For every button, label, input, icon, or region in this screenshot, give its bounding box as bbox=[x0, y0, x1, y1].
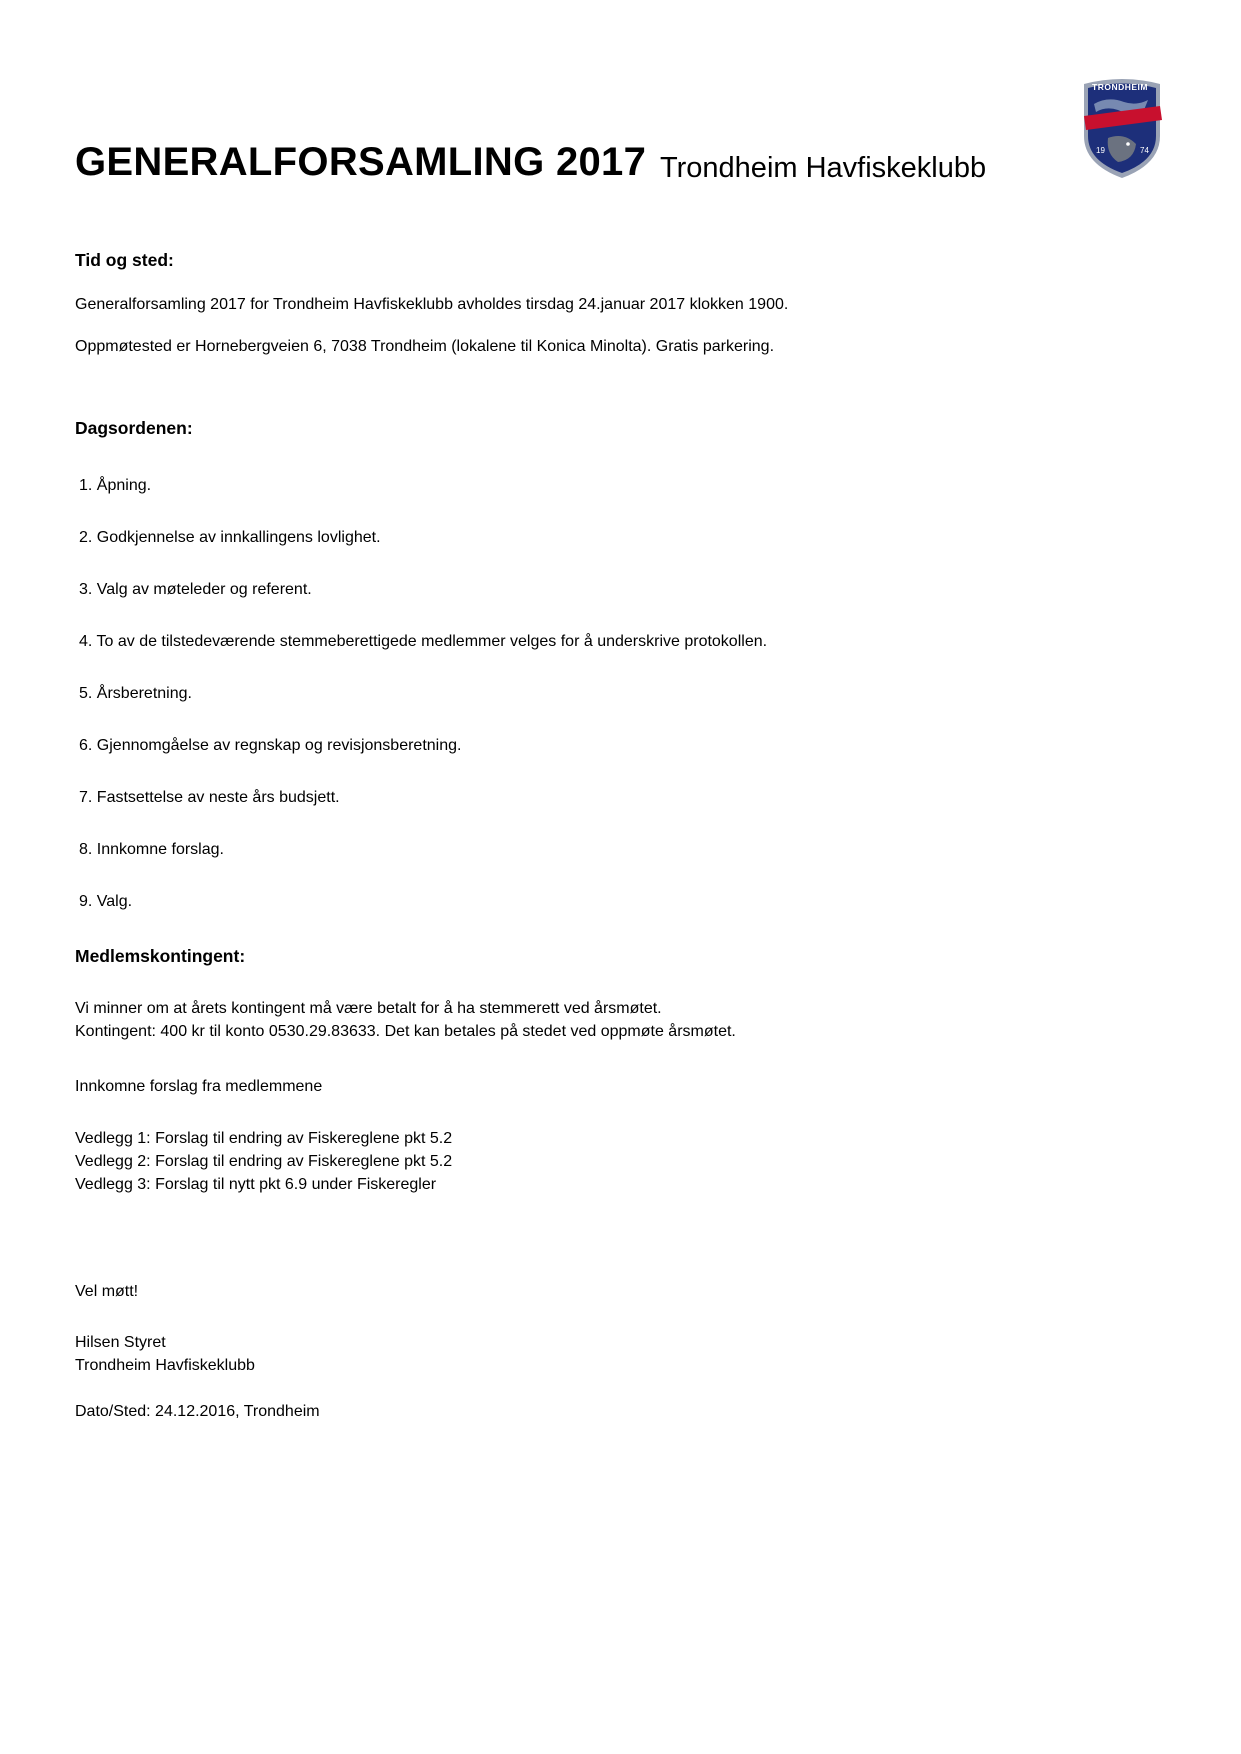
attachment-item: Vedlegg 2: Forslag til endring av Fiskereglene pkt 5.2 bbox=[75, 1153, 453, 1170]
signature-line-1: Hilsen Styret bbox=[75, 1334, 166, 1351]
agenda-item: 4. To av de tilstedeværende stemmeberettigede medlemmer velges for å underskrive protokollen. bbox=[79, 633, 768, 650]
membership-text bbox=[75, 997, 736, 1043]
agenda-heading: Dagsordenen: bbox=[75, 418, 193, 438]
signature-line-2: Trondheim Havfiskeklubb bbox=[75, 1357, 255, 1374]
agenda-item: 3. Valg av møteleder og referent. bbox=[79, 581, 312, 598]
time-place-line-2: Oppmøtested er Hornebergveien 6, 7038 Trondheim (lokalene til Konica Minolta). Gratis parkering. bbox=[75, 338, 775, 355]
document-title: GENERALFORSAMLING 2017 bbox=[75, 140, 647, 184]
proposals-heading: Innkomne forslag fra medlemmene bbox=[75, 1078, 323, 1095]
club-name-header: Trondheim Havfiskeklubb bbox=[660, 152, 987, 184]
agenda-item: 9. Valg. bbox=[79, 893, 133, 910]
time-place-heading: Tid og sted: bbox=[75, 250, 174, 270]
agenda-item: 1. Åpning. bbox=[79, 477, 152, 494]
crest-year-left: 19 bbox=[1096, 146, 1105, 155]
attachment-item: Vedlegg 3: Forslag til nytt pkt 6.9 under Fiskeregler bbox=[75, 1176, 437, 1193]
agenda-item: 6. Gjennomgåelse av regnskap og revisjonsberetning. bbox=[79, 737, 462, 754]
crest-year-right: 74 bbox=[1140, 146, 1149, 155]
signature-block bbox=[75, 1331, 255, 1377]
closing-greeting: Vel møtt! bbox=[75, 1283, 139, 1300]
membership-heading: Medlemskontingent: bbox=[75, 946, 246, 966]
agenda-item: 2. Godkjennelse av innkallingens lovlighet. bbox=[79, 529, 381, 546]
date-place: Dato/Sted: 24.12.2016, Trondheim bbox=[75, 1403, 320, 1420]
agenda-item: 8. Innkomne forslag. bbox=[79, 841, 224, 858]
time-place-line-1: Generalforsamling 2017 for Trondheim Havfiskeklubb avholdes tirsdag 24.januar 2017 klokken 1900. bbox=[75, 296, 789, 313]
membership-line-2: Kontingent: 400 kr til konto 0530.29.83633. Det kan betales på stedet ved oppmøte årsmøtet. bbox=[75, 1023, 736, 1040]
crest-top-text: TRONDHEIM bbox=[1092, 82, 1148, 92]
membership-line-1: Vi minner om at årets kontingent må være betalt for å ha stemmerett ved årsmøtet. bbox=[75, 1000, 662, 1017]
agenda-item: 7. Fastsettelse av neste års budsjett. bbox=[79, 789, 340, 806]
attachments-list bbox=[75, 1127, 452, 1196]
attachment-item: Vedlegg 1: Forslag til endring av Fiskereglene pkt 5.2 bbox=[75, 1130, 453, 1147]
club-crest-icon bbox=[1078, 76, 1166, 180]
agenda-item: 5. Årsberetning. bbox=[79, 685, 192, 702]
